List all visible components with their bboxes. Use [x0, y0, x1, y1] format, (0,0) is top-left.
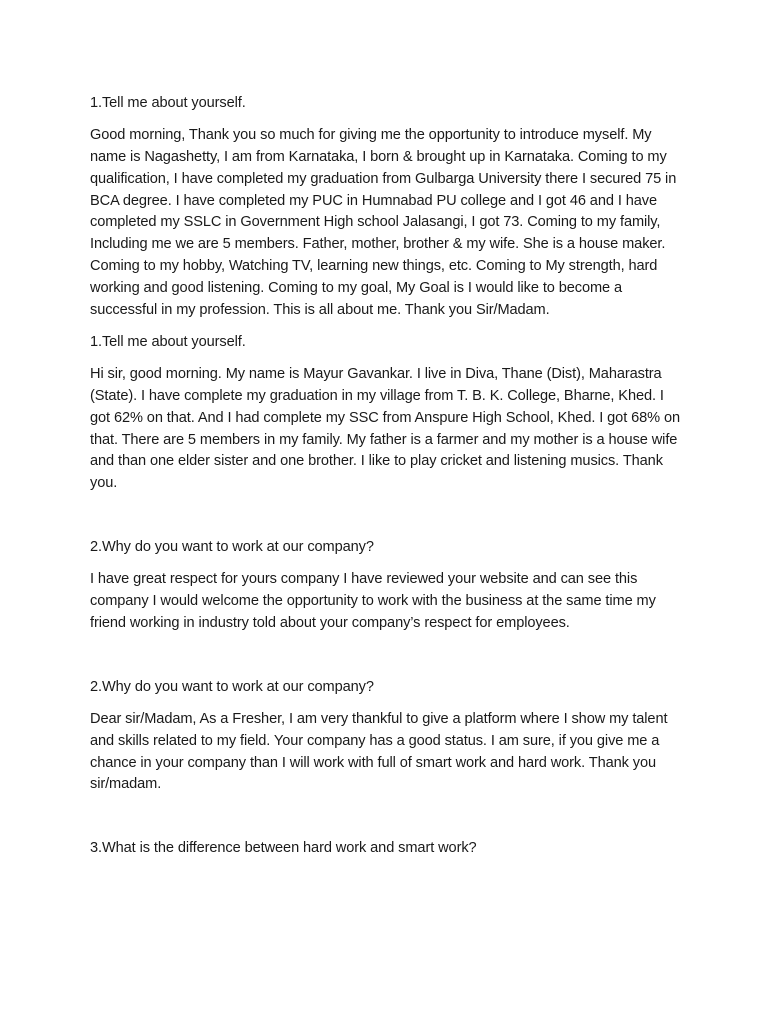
qa-section-4: [90, 677, 682, 796]
question-heading: 1.Tell me about yourself.: [90, 333, 246, 350]
answer-paragraph: Dear sir/Madam, As a Fresher, I am very thankful to give a platform where I show my talent and skills related to my field. Your company has a good status. I am sure, if you give me a chance in your company than I will work with full of smart work and hard work. Thank you sir/madam.: [90, 711, 668, 793]
document-page: [90, 93, 682, 871]
question-heading: 2.Why do you want to work at our company?: [90, 539, 374, 556]
qa-section-3: [90, 537, 682, 635]
answer-paragraph: Hi sir, good morning. My name is Mayur Gavankar. I live in Diva, Thane (Dist), Maharastra (State). I have complete my graduation in my village from T. B. K. College, Bharne, Khed. I got 62% on that. And I had complete my SSC from Anspure High School, Khed. I got 68% on that. There are 5 members in my family. My father is a farmer and my mother is a house wife and than one elder sister and one brother. I like to play cricket and listening musics. Thank you.: [90, 366, 681, 492]
question-heading: 1.Tell me about yourself.: [90, 95, 246, 111]
question-heading: 2.Why do you want to work at our company?: [90, 678, 374, 695]
answer-paragraph: I have great respect for yours company I have reviewed your website and can see this company I would welcome the opportunity to work with the business at the same time my friend working in industry told about your company’s respect for employees.: [90, 571, 656, 631]
qa-section-1: [90, 93, 682, 321]
qa-section-2: [90, 332, 682, 495]
answer-paragraph: Good morning, Thank you so much for giving me the opportunity to introduce myself. My name is Nagashetty, I am from Karnataka, I born & brought up in Karnataka. Coming to my qualification, I have completed my graduation from Gulbarga University there I secured 75 in BCA degree. I have completed my PUC in Humnabad PU college and I got 46 and I have completed my SSLC in Government High school Jalasangi, I got 73. Coming to my family, Including me we are 5 members. Father, mother, brother & my wife. She is a house maker. Coming to my hobby, Watching TV, learning new things, etc. Coming to My strength, hard working and good listening. Coming to my goal, My Goal is I would like to become a successful in my profession. This is all about me. Thank you Sir/Madam.: [90, 127, 677, 318]
qa-section-5: [90, 838, 682, 860]
question-heading: 3.What is the difference between hard work and smart work?: [90, 840, 477, 857]
